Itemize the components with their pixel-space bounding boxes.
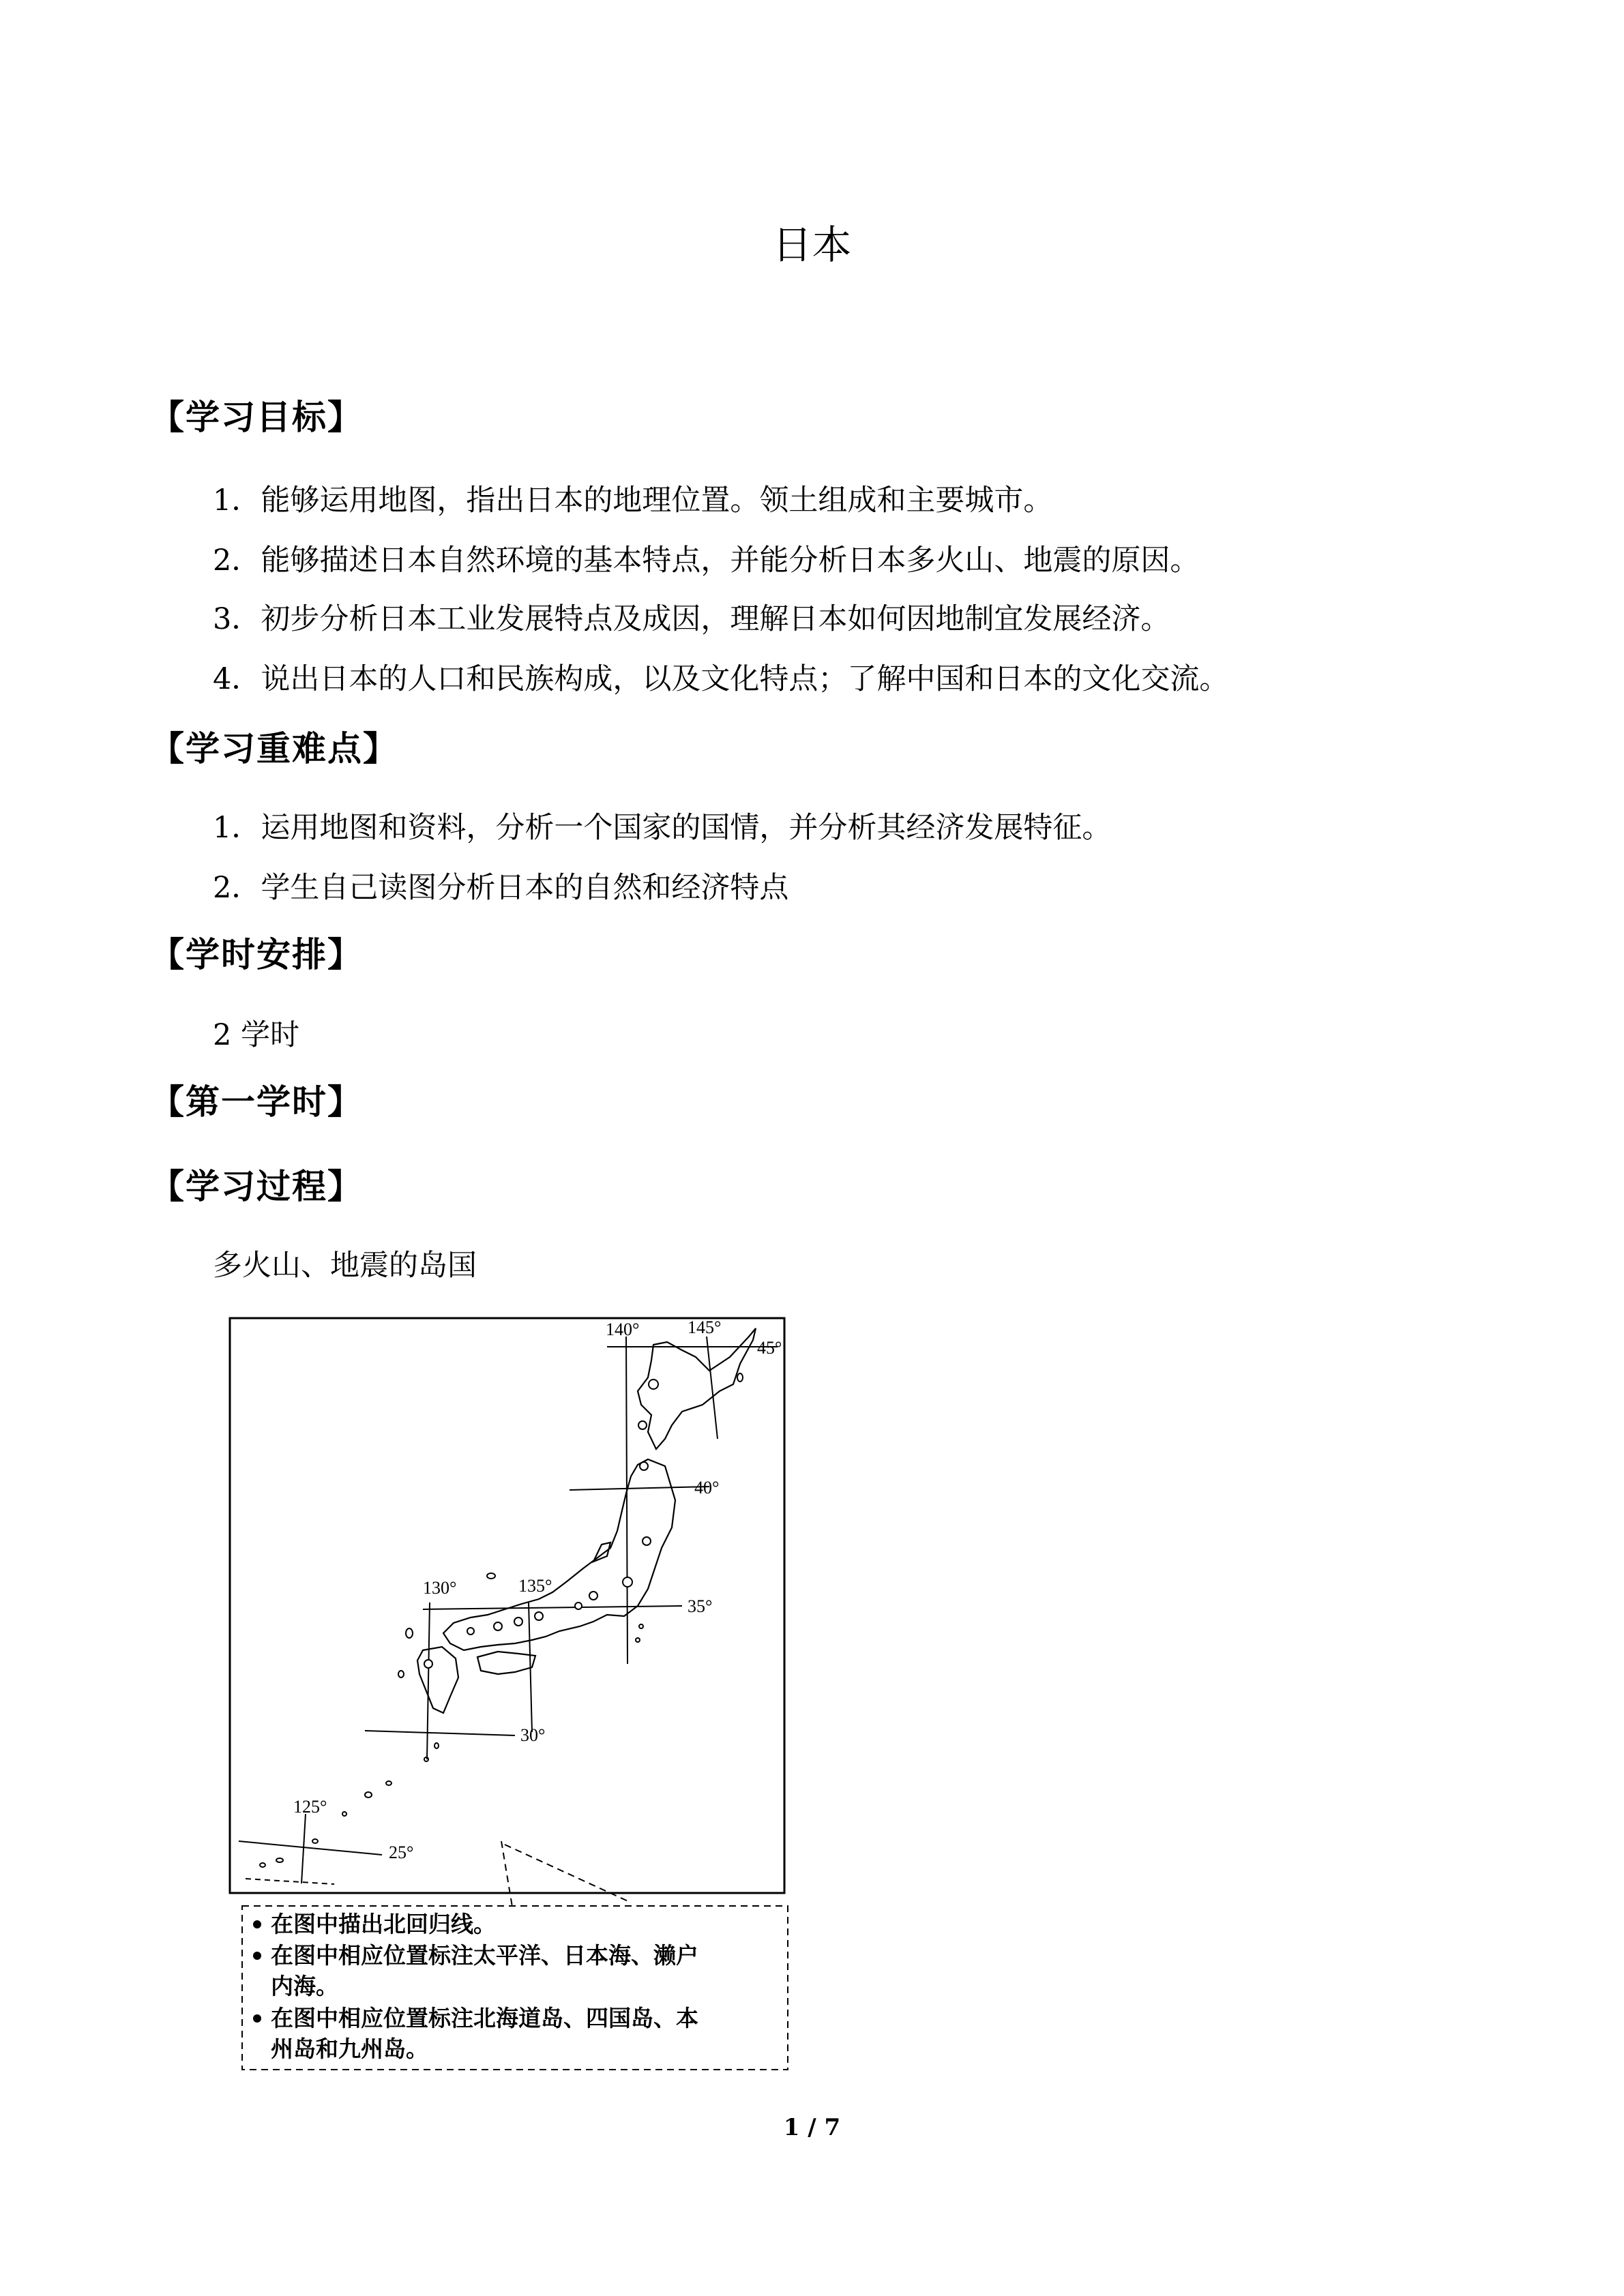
island — [487, 1573, 495, 1579]
task-1-line-1: 在图中描出北回归线。 — [271, 1913, 496, 1937]
keypoint-num: 2． — [213, 871, 261, 905]
process-text: 多火山、地震的岛国 — [213, 1249, 477, 1283]
label-lon-125: 125° — [293, 1797, 327, 1817]
city-marker — [467, 1628, 474, 1635]
task-2-line-1: 在图中相应位置标注太平洋、日本海、濑户 — [271, 1944, 698, 1969]
parallel-35 — [423, 1606, 682, 1609]
section-heading-first: 【第一学时】 — [150, 1082, 363, 1122]
city-marker — [424, 1660, 432, 1668]
keypoint-num: 1． — [213, 811, 261, 845]
label-lat-30: 30° — [520, 1725, 546, 1745]
page-title: 日本 — [772, 222, 852, 268]
keypoint-text: 学生自己读图分析日本的自然和经济特点 — [261, 871, 789, 905]
goal-num: 2． — [213, 543, 261, 578]
island — [386, 1781, 392, 1785]
island — [276, 1858, 283, 1862]
city-marker — [643, 1537, 651, 1545]
label-lat-35: 35° — [688, 1596, 713, 1616]
island — [639, 1624, 643, 1628]
task-3-line-2: 州岛和九州岛。 — [271, 2038, 428, 2062]
section-heading-goals: 【学习目标】 — [150, 398, 363, 437]
section-heading-schedule: 【学时安排】 — [150, 935, 363, 974]
city-marker — [649, 1380, 658, 1389]
label-lat-45: 45° — [757, 1338, 782, 1358]
island — [342, 1812, 346, 1816]
island — [260, 1863, 265, 1867]
island — [312, 1839, 318, 1843]
page-number: 1 / 7 — [783, 2114, 841, 2141]
island — [406, 1628, 413, 1638]
island — [398, 1671, 404, 1678]
island — [424, 1757, 428, 1761]
city-marker — [514, 1617, 522, 1626]
section-heading-keypoints: 【学习重难点】 — [150, 729, 398, 769]
goal-text: 能够描述日本自然环境的基本特点，并能分析日本多火山、地震的原因。 — [261, 543, 1200, 578]
city-marker — [575, 1602, 582, 1609]
parallel-30 — [365, 1731, 515, 1735]
task-3-line-1: 在图中相应位置标注北海道岛、四国岛、本 — [271, 2007, 698, 2031]
boundary-dashed-line — [246, 1879, 334, 1884]
bullet-icon — [253, 1952, 261, 1960]
task-2-line-2: 内海。 — [271, 1975, 338, 1999]
label-lon-140: 140° — [606, 1320, 640, 1339]
goal-text: 说出日本的人口和民族构成，以及文化特点；了解中国和日本的文化交流。 — [261, 662, 1229, 696]
island — [636, 1638, 640, 1642]
island — [365, 1792, 372, 1798]
city-marker — [623, 1577, 632, 1587]
shikoku-outline — [477, 1652, 535, 1674]
label-lon-145: 145° — [688, 1317, 722, 1337]
bullet-icon — [253, 1920, 261, 1928]
goal-num: 1． — [213, 483, 261, 518]
goal-text: 初步分析日本工业发展特点及成因，理解日本如何因地制宜发展经济。 — [261, 602, 1170, 636]
parallel-40 — [570, 1487, 709, 1490]
city-marker — [535, 1612, 543, 1620]
meridian-145 — [707, 1337, 718, 1439]
schedule-text: 2 学时 — [213, 1018, 300, 1052]
meridian-130 — [427, 1602, 430, 1759]
section-heading-process: 【学习过程】 — [150, 1167, 363, 1206]
keypoint-text: 运用地图和资料，分析一个国家的国情，并分析其经济发展特征。 — [261, 811, 1112, 845]
meridian-125 — [301, 1814, 306, 1883]
city-marker — [640, 1462, 648, 1470]
parallel-25 — [239, 1841, 382, 1855]
goal-text: 能够运用地图，指出日本的地理位置。领土组成和主要城市。 — [261, 483, 1053, 518]
city-marker — [638, 1421, 647, 1429]
kyushu-outline — [417, 1647, 458, 1713]
island — [737, 1373, 743, 1382]
label-lon-135: 135° — [518, 1576, 552, 1596]
island — [434, 1743, 439, 1748]
goal-num: 3． — [213, 602, 261, 636]
city-marker — [589, 1592, 597, 1600]
bullet-icon — [253, 2014, 261, 2023]
label-lon-130: 130° — [423, 1578, 457, 1598]
goal-num: 4． — [213, 662, 261, 696]
city-marker — [494, 1622, 502, 1630]
label-lat-40: 40° — [694, 1478, 720, 1497]
label-lat-25: 25° — [389, 1843, 414, 1862]
